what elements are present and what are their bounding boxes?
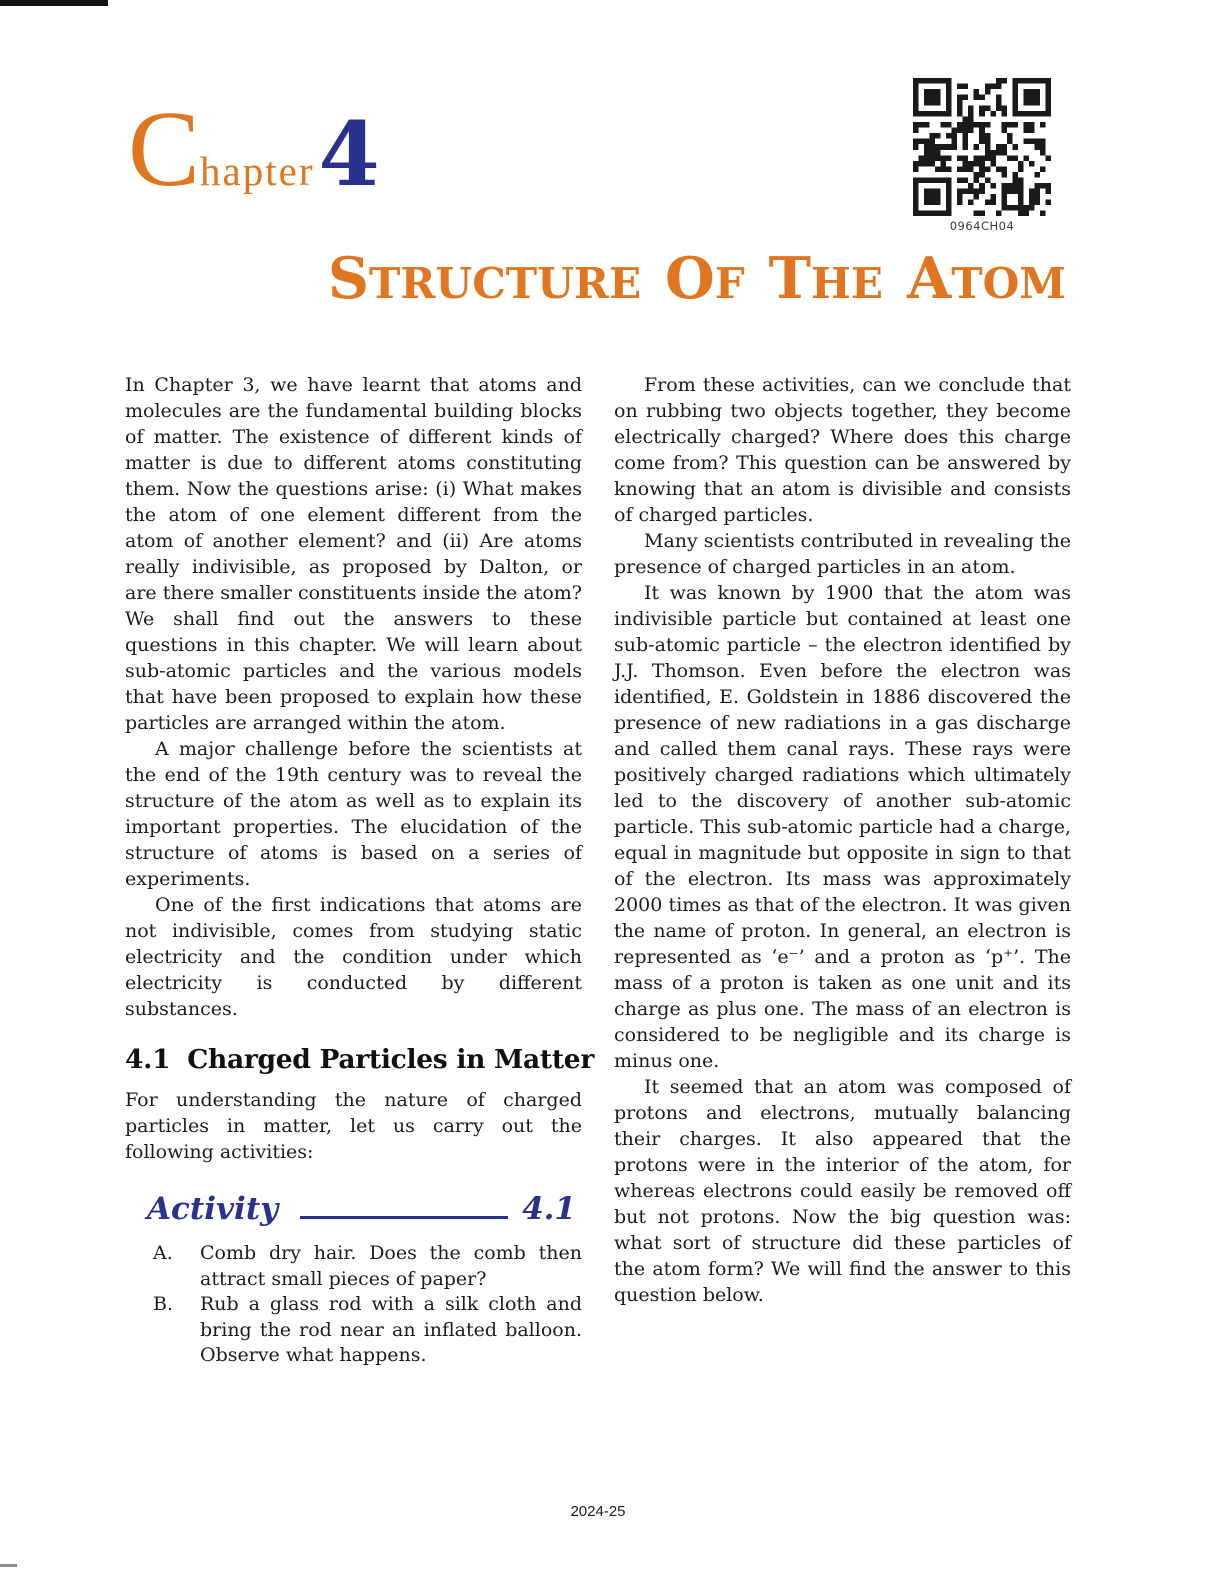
page-edge-mark-bottom	[0, 1564, 17, 1567]
body-paragraph: It was known by 1900 that the atom was indivisible particle but contained at least one sub-atomic particle – the electron identified by J.J. Thomson. Even before the electron was identified, E. Goldstein in 1886 discovered the presence of new radiations in a gas discharge and called them canal rays. These rays were positively charged radiations which ultimately led to the discovery of another sub-atomic particle. This sub-atomic particle had a charge, equal in magnitude but opposite in sign to that of the electron. Its mass was approximately 2000 times as that of the electron. It was given the name of proton. In general, an electron is represented as ‘e⁻’ and a proton as ‘p⁺’. The mass of a proton is taken as one unit and its charge as plus one. The mass of an electron is considered to be negligible and its charge is minus one.	[614, 582, 1072, 1072]
activity-item-marker: A.	[153, 1242, 173, 1264]
qr-code-icon	[913, 76, 1051, 218]
section-heading	[125, 1044, 594, 1075]
body-paragraph: From these activities, can we conclude that on rubbing two objects together, they become electrically charged? Where does this charge come from? This question can be answered by knowing that an atom is divisible and consists of charged particles.	[614, 374, 1071, 526]
chapter-word-rest: hapter	[200, 148, 315, 194]
body-paragraph: In Chapter 3, we have learnt that atoms and molecules are the fundamental building blocks of matter. The existence of different kinds of matter is due to different atoms constituting them. Now the questions arise: (i) What makes the atom of one element different from the atom of another element? and (ii) Are atoms really indivisible, as proposed by Dalton, or are there smaller constituents inside the atom? We shall find out the answers to these questions in this chapter. We will learn about sub-atomic particles and the various models that have been proposed to explain how these particles are arranged within the atom.	[125, 374, 582, 734]
activity-underline-rule	[300, 1192, 508, 1219]
section-intro-paragraph: For understanding the nature of charged particles in matter, let us carry out the following activities:	[125, 1089, 582, 1163]
body-paragraph: It seemed that an atom was composed of protons and electrons, mutually balancing their charges. It also appeared that the protons were in the interior of the atom, for whereas electrons could easily be removed off but not protons. Now the big question was: what sort of structure did these particles of the atom form? We will find the answer to this question below.	[614, 1076, 1071, 1306]
right-column	[614, 372, 1071, 1369]
activity-item-text: Comb dry hair. Does the comb then attract small pieces of paper?	[200, 1242, 582, 1290]
chapter-number: 4	[318, 102, 380, 206]
activity-number: 4.1	[522, 1191, 576, 1227]
body-paragraph: A major challenge before the scientists at the end of the 19th century was to reveal the structure of the atom as well as to explain its important properties. The elucidation of the structure of atoms is based on a series of experiments.	[125, 738, 582, 890]
page-footer	[125, 1503, 1071, 1520]
right-column-paragraphs	[614, 372, 1071, 1308]
activity-label: Activity	[147, 1191, 279, 1227]
activity-item-text: Rub a glass rod with a silk cloth and bring the rod near an inflated balloon. Observe what happens.	[200, 1293, 582, 1366]
qr-block	[912, 76, 1052, 233]
qr-code-label: 0964CH04	[949, 219, 1015, 233]
activity-item	[153, 1292, 582, 1369]
body-paragraph: Many scientists contributed in revealing the presence of charged particles in an atom.	[614, 530, 1071, 578]
chapter-heading	[128, 90, 380, 209]
page-edge-mark-top	[0, 0, 108, 6]
activity-item	[153, 1241, 582, 1292]
chapter-initial-letter: C	[128, 90, 201, 209]
page-title: STRUCTURE OF THE ATOM	[327, 245, 1066, 312]
two-column-body	[125, 372, 1071, 1369]
body-paragraph: One of the first indications that atoms are not indivisible, comes from studying static electricity and the condition under which electricity is conducted by different substances.	[125, 894, 582, 1020]
activity-heading	[147, 1191, 576, 1227]
section-title: Charged Particles in Matter	[187, 1044, 594, 1075]
left-column-paragraphs	[125, 372, 582, 1022]
left-column	[125, 372, 594, 1369]
section-number: 4.1	[125, 1044, 171, 1075]
activity-list	[125, 1241, 582, 1369]
activity-item-marker: B.	[153, 1293, 174, 1315]
session-year: 2024-25	[570, 1503, 626, 1520]
